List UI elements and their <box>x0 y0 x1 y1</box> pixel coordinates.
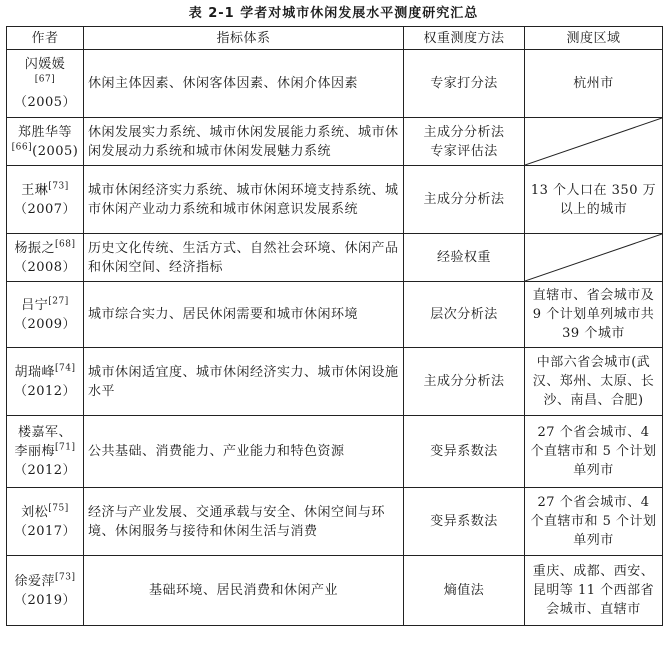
author-ref: [67] <box>34 74 56 85</box>
author-name: 胡瑞峰 <box>14 364 56 380</box>
author-year: （2009） <box>13 316 77 332</box>
table-row <box>7 50 663 118</box>
author-name: 楼嘉军、 <box>17 425 72 440</box>
table-row <box>7 166 663 234</box>
author-cell <box>7 166 84 234</box>
author-year: (2005) <box>32 143 79 159</box>
table-row <box>7 556 663 626</box>
diagonal-slash <box>525 234 662 281</box>
region-cell: 27 个省会城市、4 个直辖市和 5 个计划单列市 <box>525 488 663 556</box>
table-row <box>7 234 663 282</box>
method-line: 主成分分析法 <box>423 124 505 140</box>
author-year: （2008） <box>13 259 77 275</box>
indicator-cell: 基础环境、居民消费和休闲产业 <box>84 556 404 626</box>
research-summary-table <box>6 26 663 626</box>
table-row <box>7 416 663 488</box>
indicator-cell: 城市休闲适宜度、城市休闲经济实力、城市休闲设施水平 <box>84 348 404 416</box>
method-cell: 层次分析法 <box>404 282 525 348</box>
table-row <box>7 348 663 416</box>
indicator-cell: 公共基础、消费能力、产业能力和特色资源 <box>84 416 404 488</box>
empty-region-cell <box>525 118 663 166</box>
header-indicator: 指标体系 <box>84 27 404 50</box>
author-year: （2019） <box>13 592 77 608</box>
author-ref: [73] <box>55 572 76 583</box>
author-cell <box>7 118 84 166</box>
author-name: 闪媛媛 <box>24 57 66 72</box>
author-name: 吕宁 <box>21 297 49 313</box>
author-ref: [71] <box>55 442 76 453</box>
author-year: （2012） <box>13 463 77 478</box>
method-cell: 经验权重 <box>404 234 525 282</box>
header-method: 权重测度方法 <box>404 27 525 50</box>
indicator-cell: 历史文化传统、生活方式、自然社会环境、休闲产品和休闲空间、经济指标 <box>84 234 404 282</box>
region-cell: 27 个省会城市、4 个直辖市和 5 个计划单列市 <box>525 416 663 488</box>
indicator-cell: 经济与产业发展、交通承载与安全、休闲空间与环境、休闲服务与接待和休闲生活与消费 <box>84 488 404 556</box>
author-year: （2017） <box>13 523 77 539</box>
author-cell <box>7 556 84 626</box>
method-cell: 熵值法 <box>404 556 525 626</box>
table-row <box>7 282 663 348</box>
author-ref: [74] <box>55 363 76 374</box>
region-cell: 杭州市 <box>525 50 663 118</box>
author-year: （2005） <box>13 95 77 110</box>
author-name: 刘松 <box>21 504 49 520</box>
method-cell: 主成分分析法 <box>404 348 525 416</box>
author-year: （2007） <box>13 201 77 217</box>
region-cell: 中部六省会城市(武汉、郑州、太原、长沙、南昌、合肥) <box>525 348 663 416</box>
indicator-cell: 休闲发展实力系统、城市休闲发展能力系统、城市休闲发展动力系统和城市休闲发展魅力系统 <box>84 118 404 166</box>
author-ref: [68] <box>55 239 76 250</box>
author-year: （2012） <box>13 383 77 399</box>
author-name: 李丽梅 <box>14 444 56 459</box>
region-cell: 13 个人口在 350 万以上的城市 <box>525 166 663 234</box>
author-cell <box>7 282 84 348</box>
author-ref: [27] <box>48 296 69 307</box>
method-line: 专家评估法 <box>430 143 498 159</box>
empty-region-cell <box>525 234 663 282</box>
table-caption: 表 2-1 学者对城市休闲发展水平测度研究汇总 <box>188 6 479 21</box>
table-row <box>7 488 663 556</box>
author-cell <box>7 416 84 488</box>
header-author: 作者 <box>7 27 84 50</box>
indicator-cell: 休闲主体因素、休闲客体因素、休闲介体因素 <box>84 50 404 118</box>
author-cell <box>7 348 84 416</box>
header-region: 测度区域 <box>525 27 663 50</box>
region-cell: 直辖市、省会城市及 9 个计划单列城市共 39 个城市 <box>525 282 663 348</box>
method-cell: 变异系数法 <box>404 416 525 488</box>
author-name: 郑胜华等 <box>17 124 72 140</box>
indicator-cell: 城市综合实力、居民休闲需要和城市休闲环境 <box>84 282 404 348</box>
method-cell <box>404 118 525 166</box>
author-ref: [75] <box>48 503 69 514</box>
table-row <box>7 118 663 166</box>
method-cell: 主成分分析法 <box>404 166 525 234</box>
author-name: 王琳 <box>21 182 49 198</box>
author-cell <box>7 50 84 118</box>
author-name: 杨振之 <box>14 240 56 256</box>
author-ref: [66] <box>11 142 33 153</box>
indicator-cell: 城市休闲经济实力系统、城市休闲环境支持系统、城市休闲产业动力系统和城市休闲意识发展系统 <box>84 166 404 234</box>
author-cell <box>7 234 84 282</box>
region-cell: 重庆、成都、西安、昆明等 11 个西部省会城市、直辖市 <box>525 556 663 626</box>
header-row <box>7 27 663 50</box>
method-cell: 专家打分法 <box>404 50 525 118</box>
method-cell: 变异系数法 <box>404 488 525 556</box>
author-name: 徐爱萍 <box>14 573 56 589</box>
diagonal-slash <box>525 118 662 165</box>
author-cell <box>7 488 84 556</box>
author-ref: [73] <box>48 181 69 192</box>
